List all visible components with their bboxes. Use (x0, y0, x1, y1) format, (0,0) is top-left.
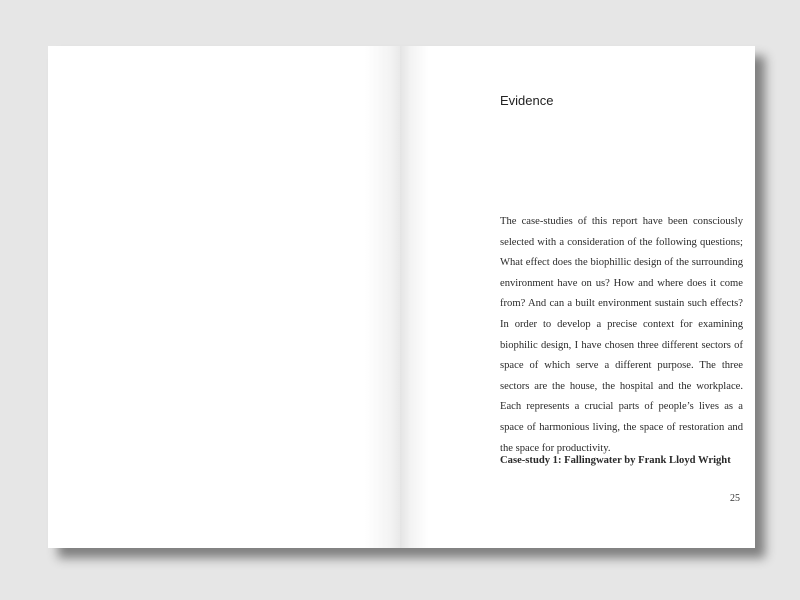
section-heading: Evidence (500, 93, 554, 108)
case-study-heading: Case-study 1: Fallingwater by Frank Lloyd Wright (500, 455, 731, 466)
body-paragraph: The case-studies of this report have been consciously selected with a consideration of the following questions; What effect does the biophillic design of the surrounding environment have on us? How and where does it come from? And can a built environment sustain such effects? In order to develop a precise context for examining biophilic design, I have chosen three different sectors of space of which serve a different purpose. The three sectors are the house, the hospital and the workplace. Each represents a crucial parts of people’s lives as a space of harmonious living, the space of restoration and the space for productivity. (500, 216, 743, 454)
left-page[interactable] (48, 46, 400, 548)
right-page[interactable] (400, 46, 755, 548)
page-number: 25 (730, 493, 740, 504)
book-spread (48, 46, 755, 548)
